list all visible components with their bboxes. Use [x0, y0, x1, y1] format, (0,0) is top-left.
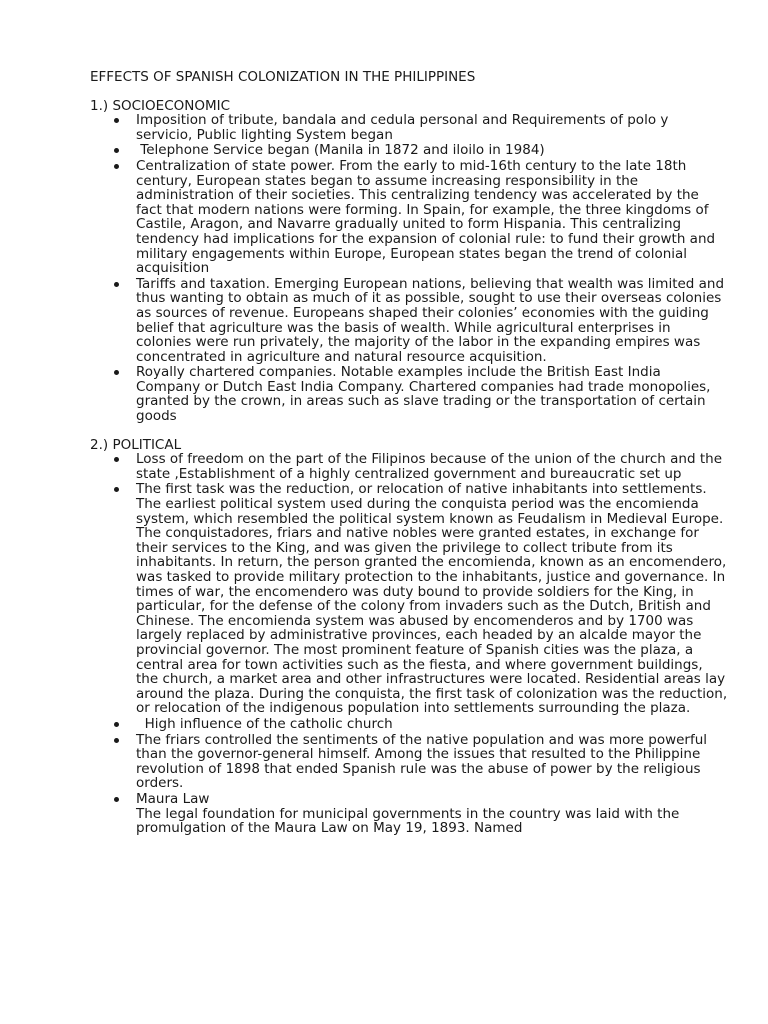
- list-item: Loss of freedom on the part of the Filipinos because of the union of the church and the state ,Establishment of a highly centralized government and bureaucratic set up: [136, 452, 728, 481]
- list-item: The friars controlled the sentiments of the native population and was more powerful than the governor-general himself. Among the issues that resulted to the Philippine revolution of 1898 that ended Spanish rule was the abuse of power by the religious orders.: [136, 733, 728, 791]
- list-item: The first task was the reduction, or relocation of native inhabitants into settlements. The earliest political system used during the conquista period was the encomienda system, which resembled the political system known as Feudalism in Medieval Europe. The conquistadores, friars and native nobles were granted estates, in exchange for their services to the King, and was given the privilege to collect tribute from its inhabitants. In return, the person granted the encomienda, known as an encomendero, was tasked to provide military protection to the inhabitants, justice and governance. In times of war, the encomendero was duty bound to provide soldiers for the King, in particular, for the defense of the colony from invaders such as the Dutch, British and Chinese. The encomienda system was abused by encomenderos and by 1700 was largely replaced by administrative provinces, each headed by an alcalde mayor the provincial governor. The most prominent feature of Spanish cities was the plaza, a central area for town activities such as the fiesta, and where government buildings, the church, a market area and other infrastructures were located. Residential areas lay around the plaza. During the conquista, the first task of colonization was the reduction, or relocation of the indigenous population into settlements surrounding the plaza.: [136, 481, 728, 717]
- section-heading: 2.) POLITICAL: [90, 436, 182, 453]
- section-heading: 1.) SOCIOECONOMIC: [90, 97, 231, 114]
- list-item: [136, 792, 728, 836]
- list-item: Centralization of state power. From the early to mid-16th century to the late 18th century, European states began to assume increasing responsibility in the administration of their societies. This centralizing tendency was accelerated by the fact that modern nations were forming. In Spain, for example, the three kingdoms of Castile, Aragon, and Navarre gradually united to form Hispania. This centralizing tendency had implications for the expansion of colonial rule: to fund their growth and military engagements within Europe, European states began the trend of colonial acquisition: [136, 159, 728, 276]
- list-item: High influence of the catholic church: [136, 717, 728, 732]
- section-political: [90, 438, 728, 836]
- list-item-label: Maura Law: [136, 790, 210, 807]
- list-item: Imposition of tribute, bandala and cedula personal and Requirements of polo y servicio, Public lighting System began: [136, 113, 728, 142]
- list-item: Telephone Service began (Manila in 1872 and iloilo in 1984): [136, 143, 728, 158]
- list-item: Royally chartered companies. Notable examples include the British East India Company or Dutch East India Company. Chartered companies had trade monopolies, granted by the crown, in areas such as slave trading or the transportation of certain goods: [136, 365, 728, 423]
- list-item: Tariffs and taxation. Emerging European nations, believing that wealth was limited and thus wanting to obtain as much of it as possible, sought to use their overseas colonies as sources of revenue. Europeans shaped their colonies’ economies with the guiding belief that agriculture was the basis of wealth. While agricultural enterprises in colonies were run privately, the majority of the labor in the expanding empires was concentrated in agriculture and natural resource acquisition.: [136, 277, 728, 365]
- bullet-list: [90, 452, 728, 835]
- list-item-text: The legal foundation for municipal governments in the country was laid with the promulgation of the Maura Law on May 19, 1893. Named: [136, 805, 680, 837]
- document-title: EFFECTS OF SPANISH COLONIZATION IN THE PHILIPPINES: [90, 69, 476, 85]
- section-socioeconomic: [90, 99, 728, 424]
- bullet-list: [90, 113, 728, 423]
